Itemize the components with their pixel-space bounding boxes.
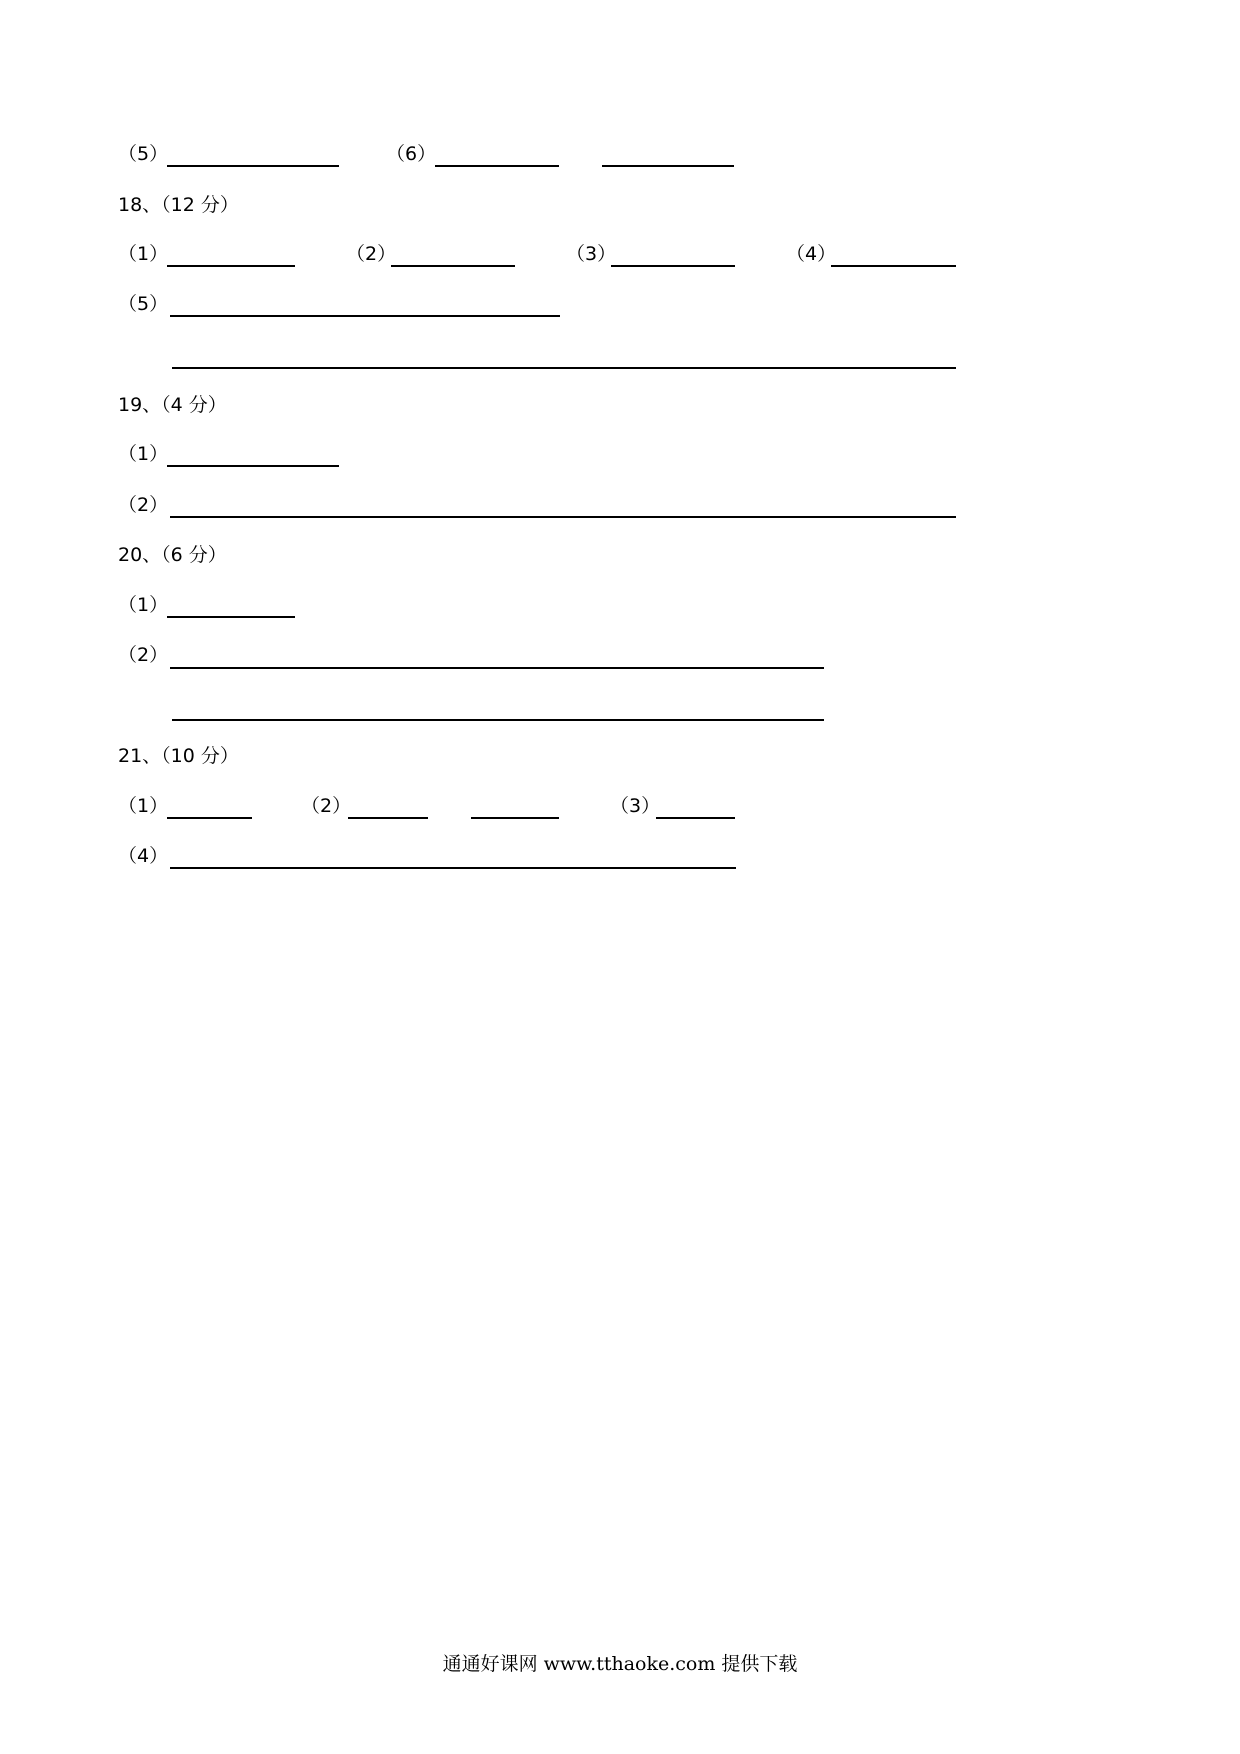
- q21-answer-line-2b[interactable]: [471, 817, 559, 819]
- q18-answer-line-4[interactable]: [831, 265, 956, 267]
- q21-header: 21、（10 分）: [118, 745, 239, 767]
- q18-answer-line-2[interactable]: [391, 265, 515, 267]
- q21-label-2: （2）: [301, 795, 352, 817]
- q18-answer-line-5a[interactable]: [170, 315, 560, 317]
- q21-label-4: （4）: [118, 845, 169, 867]
- q18-label-3: （3）: [566, 243, 617, 265]
- q20-label-1: （1）: [118, 594, 169, 616]
- q18-header: 18、（12 分）: [118, 194, 239, 216]
- q19-header: 19、（4 分）: [118, 394, 227, 416]
- q17-label-5: （5）: [118, 143, 169, 165]
- q20-label-2: （2）: [118, 644, 169, 666]
- q21-answer-line-3[interactable]: [656, 817, 735, 819]
- q19-label-2: （2）: [118, 494, 169, 516]
- footer-credit: 通通好课网 www.tthaoke.com 提供下载: [442, 1653, 798, 1675]
- q19-label-1: （1）: [118, 443, 169, 465]
- q18-label-1: （1）: [118, 243, 169, 265]
- q20-answer-line-2a[interactable]: [170, 667, 824, 669]
- q18-answer-line-1[interactable]: [167, 265, 295, 267]
- q18-answer-line-5b[interactable]: [172, 367, 956, 369]
- q21-answer-line-4[interactable]: [170, 867, 736, 869]
- q17-answer-line-6a[interactable]: [435, 165, 559, 167]
- q20-header: 20、（6 分）: [118, 544, 227, 566]
- q21-label-1: （1）: [118, 795, 169, 817]
- q18-answer-line-3[interactable]: [611, 265, 735, 267]
- q20-answer-line-1[interactable]: [167, 616, 295, 618]
- q18-label-2: （2）: [346, 243, 397, 265]
- q17-label-6: （6）: [386, 143, 437, 165]
- q21-answer-line-2a[interactable]: [348, 817, 428, 819]
- q18-label-4: （4）: [786, 243, 837, 265]
- q21-answer-line-1[interactable]: [167, 817, 252, 819]
- q17-answer-line-6b[interactable]: [602, 165, 734, 167]
- q21-label-3: （3）: [610, 795, 661, 817]
- q19-answer-line-2[interactable]: [170, 516, 956, 518]
- q18-label-5: （5）: [118, 293, 169, 315]
- q17-answer-line-5[interactable]: [167, 165, 339, 167]
- q19-answer-line-1[interactable]: [167, 465, 339, 467]
- q20-answer-line-2b[interactable]: [172, 719, 824, 721]
